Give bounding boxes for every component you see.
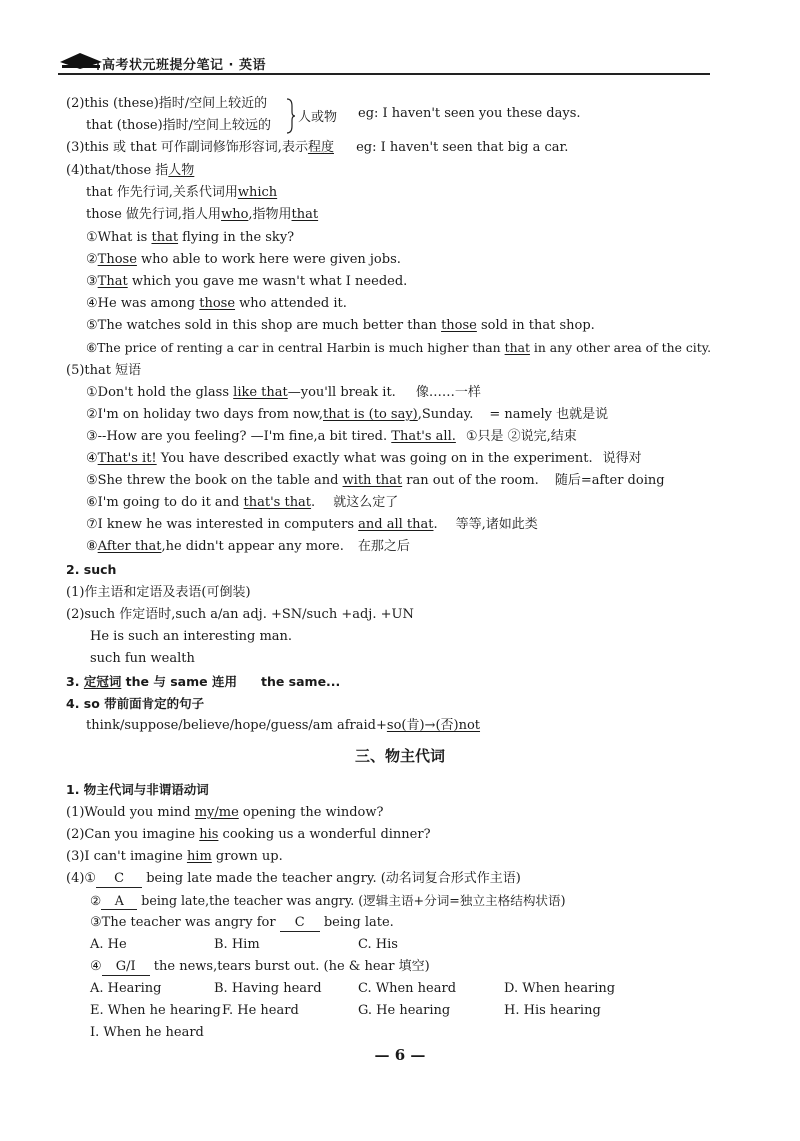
ex-text: ④He was among <box>86 296 200 311</box>
example-2: eg: I haven't seen you these days. <box>358 106 581 121</box>
item-2a: (2)this (these)指时/空间上较近的 <box>66 96 268 111</box>
item-2b: that (those)指时/空间上较远的 <box>86 118 272 133</box>
phrase-text: ②I'm on holiday two days from now, <box>86 407 323 422</box>
possessive-item-2 <box>66 827 431 843</box>
phrase-underlined: That's it! <box>97 451 157 466</box>
ex-text: ⑤The watches sold in this shop are much better than <box>86 318 442 333</box>
such-item-1: (1)作主语和定语及表语(可倒装) <box>66 585 251 600</box>
so-line-text: think/suppose/believe/hope/guess/am afraid+ <box>86 718 387 733</box>
phrase-text: ⑧ <box>86 539 98 554</box>
phrase-underlined: and all that <box>358 517 434 532</box>
pos-underlined: my/me <box>194 805 239 820</box>
phrase-text: ,Sunday. <box>417 407 474 422</box>
pos-text: (2)Can you imagine <box>66 827 200 842</box>
item-4-underlined: 人物 <box>168 163 195 178</box>
right-brace-icon <box>286 98 296 134</box>
phrase-underlined: that's that <box>243 495 312 510</box>
pos-underlined: him <box>186 849 212 864</box>
possessive-title: 1. 物主代词与非谓语动词 <box>66 782 209 797</box>
answer-blank: C <box>96 871 142 888</box>
section-title: 三、物主代词 <box>354 747 445 765</box>
phrase-text: . <box>433 517 438 532</box>
phrase-text: ,he didn't appear any more. <box>161 539 344 554</box>
phrase-text: —you'll break it. <box>287 385 396 400</box>
item-3-underlined: 程度 <box>307 140 334 155</box>
header-title: 高考状元班提分笔记 · 英语 <box>102 58 266 73</box>
such-item-2: (2)such 作定语时,such a/an adj. +SN/such +adj. +UN <box>66 607 414 622</box>
list-item <box>86 451 642 467</box>
list-item <box>86 252 401 268</box>
pos-text: being late made the teacher angry. (动名词复合形式作主语) <box>142 871 521 886</box>
pos-text: ③The teacher was angry for <box>90 915 280 930</box>
list-item <box>86 473 665 489</box>
ex-text: ③ <box>86 274 98 289</box>
phrase-note: 像……一样 <box>415 385 481 400</box>
graduation-cap-icon <box>58 48 104 72</box>
option-b: B. Having heard <box>214 981 322 996</box>
phrase-text: ⑤She threw the book on the table and <box>86 473 343 488</box>
option-b: B. Him <box>214 937 260 952</box>
phrase-underlined: like that <box>233 385 288 400</box>
pos-text: (4)① <box>66 871 97 886</box>
page-number: — 6 — <box>374 1046 426 1064</box>
option-d: D. When hearing <box>504 981 616 996</box>
phrase-note: ①只是 ②说完,结束 <box>465 429 577 444</box>
item-4a <box>86 185 277 201</box>
item-4-so-line <box>86 718 480 734</box>
item-4-text: (4)that/those 指 <box>66 163 169 178</box>
ex-underlined: that <box>151 230 179 245</box>
ex-underlined: those <box>199 296 236 311</box>
answer-blank: A <box>101 893 137 910</box>
header-rule <box>58 73 710 75</box>
phrase-note: 就这么定了 <box>333 495 399 510</box>
phrase-note: 说得对 <box>602 451 642 466</box>
item-3-the-same <box>66 674 340 690</box>
item-4b-text: those 做先行词,指人用 <box>86 207 222 222</box>
answer-blank: G/I <box>102 959 150 976</box>
answer-blank: C <box>280 915 320 932</box>
ex-underlined: Those <box>97 252 137 267</box>
item-4a-text: that 作先行词,关系代词用 <box>86 185 238 200</box>
list-item <box>86 539 410 555</box>
page-header <box>58 44 710 78</box>
phrase-underlined: with that <box>342 473 403 488</box>
ex-text: ①What is <box>86 230 152 245</box>
pos-text: opening the window? <box>238 805 384 820</box>
such-title: 2. such <box>66 562 117 577</box>
item3-underlined: 定冠词 <box>83 674 122 689</box>
option-e: E. When he hearing <box>90 1003 221 1018</box>
list-item <box>86 495 398 511</box>
phrase-text: ⑥I'm going to do it and <box>86 495 244 510</box>
pos-text: (1)Would you mind <box>66 805 195 820</box>
list-item <box>86 230 294 246</box>
option-h: H. His hearing <box>504 1003 601 1018</box>
possessive-item-7 <box>90 959 430 976</box>
list-item <box>86 296 347 312</box>
list-item <box>86 274 407 290</box>
item-4b-underlined-1: who <box>221 207 249 222</box>
ex-text: flying in the sky? <box>178 230 295 245</box>
phrase-text: You have described exactly what was going on in the experiment. <box>156 451 593 466</box>
ex-text: in any other area of the city. <box>529 340 712 355</box>
item3-num: 3. <box>66 674 84 689</box>
ex-text: who able to work here were given jobs. <box>136 252 401 267</box>
ex-text: ② <box>86 252 98 267</box>
item-4b-mid: ,指物用 <box>248 207 292 222</box>
phrase-note: = namely 也就是说 <box>489 407 609 422</box>
option-i: I. When he heard <box>90 1025 204 1040</box>
ex-underlined: that <box>504 340 530 355</box>
pos-text: ② <box>90 893 102 908</box>
item3-tail: the same... <box>260 674 341 689</box>
pos-text: (3)I can't imagine <box>66 849 187 864</box>
possessive-item-6 <box>90 915 394 932</box>
ex-underlined: That <box>97 274 128 289</box>
option-f: F. He heard <box>222 1003 299 1018</box>
phrases-title: (5)that 短语 <box>66 363 142 378</box>
ex-text: who attended it. <box>235 296 347 311</box>
item-4b <box>86 207 318 223</box>
option-c: C. When heard <box>358 981 457 996</box>
list-item <box>86 385 481 401</box>
phrase-text: . <box>311 495 316 510</box>
pos-text: ④ <box>90 959 102 974</box>
pos-text: grown up. <box>211 849 283 864</box>
item-4-so-title: 4. so 带前面肯定的句子 <box>66 696 205 711</box>
item-3-text: (3)this 或 that 可作副词修饰形容词,表示 <box>66 140 308 155</box>
pos-text: being late,the teacher was angry. (逻辑主语+分词=独立主格结构状语) <box>137 893 566 908</box>
item3-mid: the 与 same 连用 <box>121 674 237 689</box>
option-a: A. Hearing <box>90 981 162 996</box>
option-g: G. He hearing <box>358 1003 451 1018</box>
ex-text: sold in that shop. <box>476 318 595 333</box>
list-item <box>86 517 538 533</box>
phrase-note: 等等,诸如此类 <box>455 517 538 532</box>
pos-text: being late. <box>319 915 394 930</box>
option-c: C. His <box>358 937 398 952</box>
pos-underlined: his <box>199 827 219 842</box>
ex-text: ⑥The price of renting a car in central Harbin is much higher than <box>86 340 505 355</box>
list-item <box>86 318 595 334</box>
such-example-1: He is such an interesting man. <box>90 629 293 644</box>
phrase-note: 随后=after doing <box>554 473 665 488</box>
pos-text: cooking us a wonderful dinner? <box>218 827 431 842</box>
list-item <box>86 340 711 356</box>
ex-text: which you gave me wasn't what I needed. <box>127 274 408 289</box>
item-3-example: eg: I haven't seen that big a car. <box>356 140 569 155</box>
list-item <box>86 407 608 423</box>
so-line-underlined: so(肯)→(否)not <box>386 718 481 733</box>
phrase-text: ①Don't hold the glass <box>86 385 234 400</box>
brace-label: 人或物 <box>298 110 338 125</box>
list-item <box>86 429 577 445</box>
possessive-item-4 <box>66 871 521 888</box>
phrase-note: 在那之后 <box>357 539 410 554</box>
possessive-item-1 <box>66 805 383 821</box>
possessive-item-5 <box>90 893 566 910</box>
phrase-underlined: That's all. <box>391 429 456 444</box>
phrase-text: ③--How are you feeling? —I'm fine,a bit tired. <box>86 429 392 444</box>
ex-underlined: those <box>441 318 477 333</box>
option-a: A. He <box>90 937 127 952</box>
such-example-2: such fun wealth <box>90 651 195 666</box>
phrase-underlined: that is (to say) <box>322 407 418 422</box>
phrase-underlined: After that <box>97 539 162 554</box>
item-4 <box>66 163 194 179</box>
item-4a-underlined: which <box>237 185 278 200</box>
possessive-item-3 <box>66 849 283 865</box>
phrase-text: ④ <box>86 451 98 466</box>
phrase-text: ran out of the room. <box>402 473 539 488</box>
phrase-text: ⑦I knew he was interested in computers <box>86 517 359 532</box>
pos-text: the news,tears burst out. (he & hear 填空) <box>149 959 430 974</box>
item-4b-underlined-2: that <box>291 207 319 222</box>
item-3 <box>66 140 568 156</box>
